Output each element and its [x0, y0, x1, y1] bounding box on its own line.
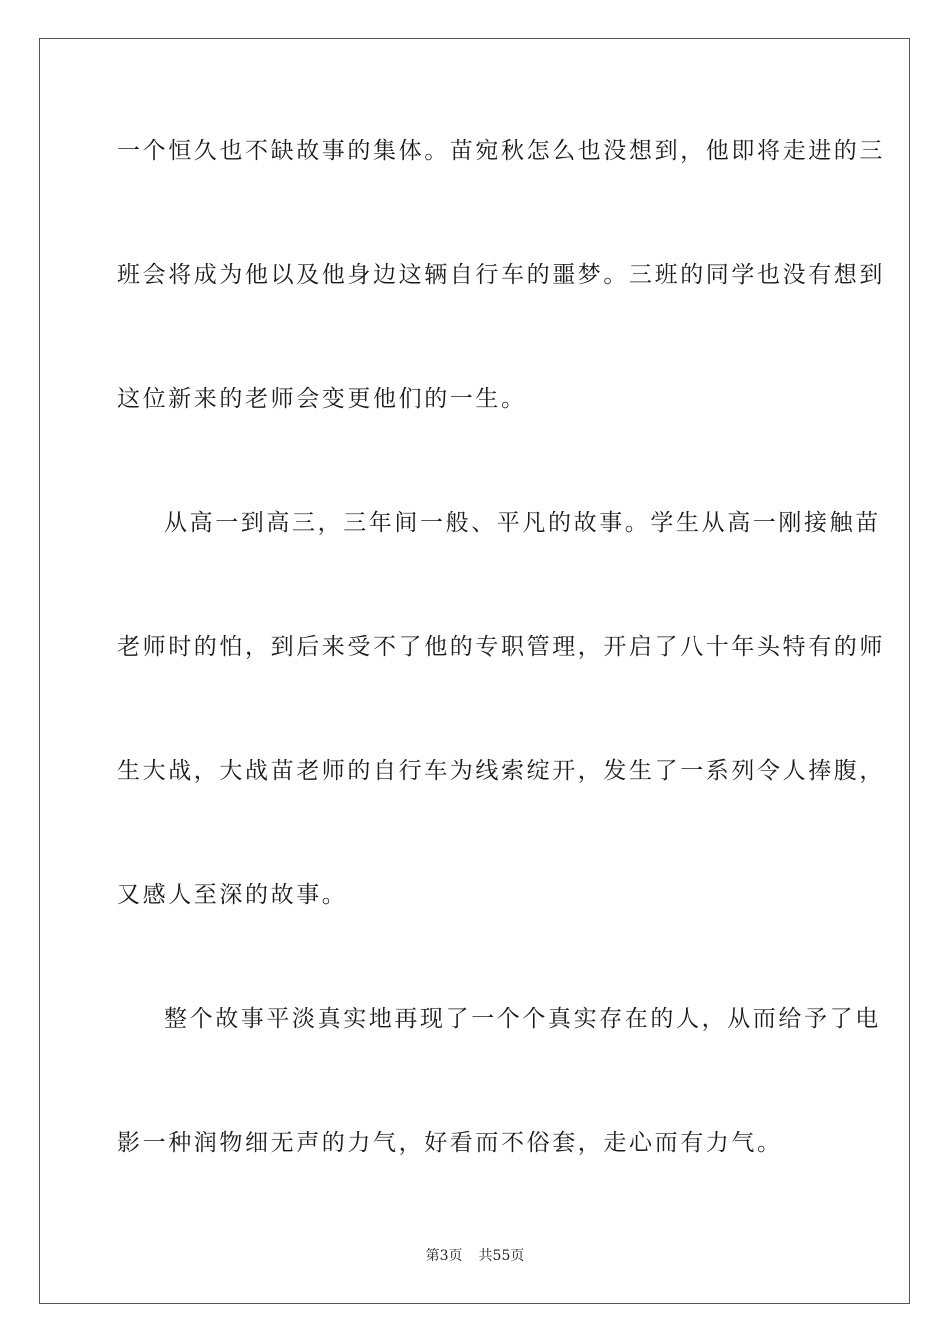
text-line: 班会将成为他以及他身边这辆自行车的噩梦。三班的同学也没有想到 [117, 262, 885, 288]
page-total: 共55页 [478, 1248, 525, 1264]
text-line: 又感人至深的故事。 [117, 882, 348, 908]
page-border [39, 38, 910, 1304]
page-number: 第3页 [425, 1248, 463, 1264]
text-line: 影一种润物细无声的力气，好看而不俗套，走心而有力气。 [117, 1130, 783, 1156]
text-line: 这位新来的老师会变更他们的一生。 [117, 386, 527, 412]
text-line: 整个故事平淡真实地再现了一个个真实存在的人，从而给予了电 [164, 1006, 881, 1032]
text-line: 老师时的怕，到后来受不了他的专职管理，开启了八十年头特有的师 [117, 634, 885, 660]
text-line: 从高一到高三，三年间一般、平凡的故事。学生从高一刚接触苗 [164, 510, 881, 536]
page-footer [0, 1246, 950, 1266]
text-line: 生大战，大战苗老师的自行车为线索绽开，发生了一系列令人捧腹， [117, 758, 885, 784]
text-line: 一个恒久也不缺故事的集体。苗宛秋怎么也没想到，他即将走进的三 [117, 138, 885, 164]
